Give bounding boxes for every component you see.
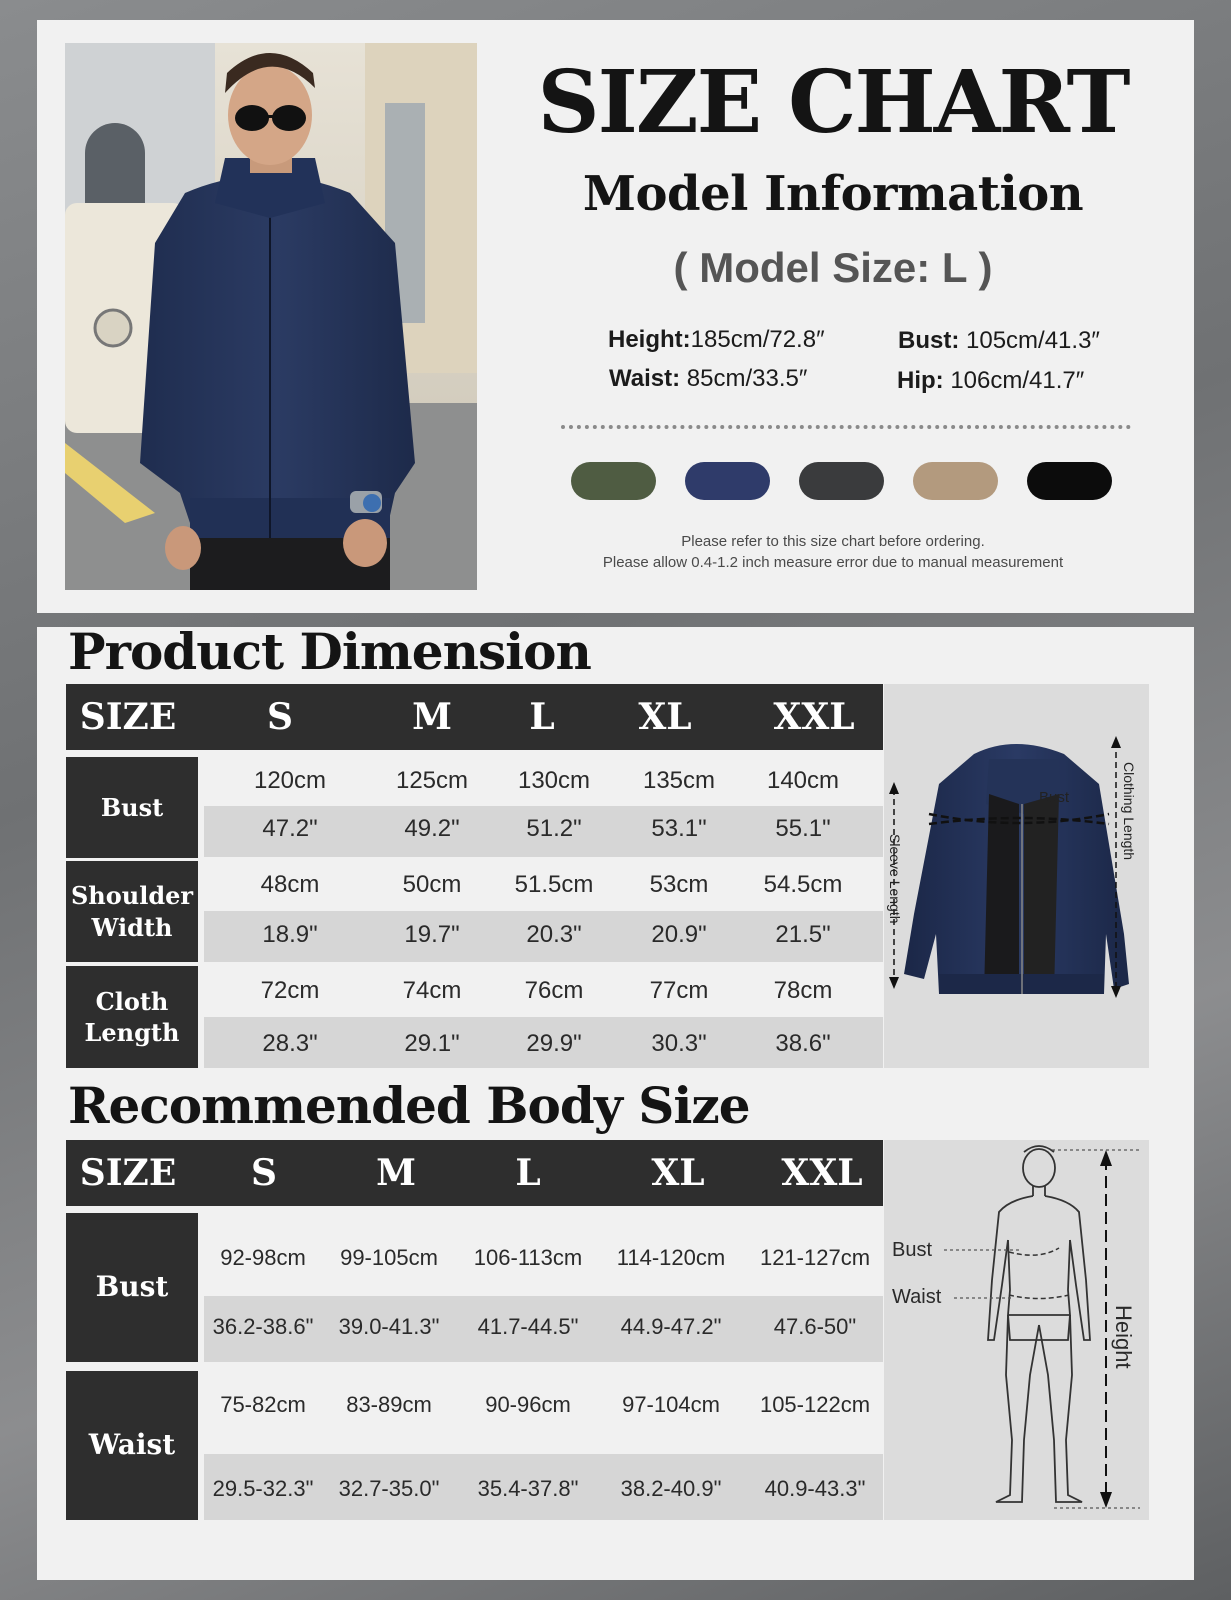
bust-value: 105cm/41.3″ xyxy=(959,327,1100,354)
waist-label: Waist: xyxy=(609,365,681,392)
table-cell: 18.9" xyxy=(262,921,318,948)
waist-value: 85cm/33.5″ xyxy=(680,365,808,392)
header-size: SIZE xyxy=(79,696,177,738)
jacket-icon xyxy=(904,744,1129,994)
table-cell: 92-98cm xyxy=(220,1245,306,1270)
row-label-bust: Bust xyxy=(66,757,198,858)
waist-label: Waist xyxy=(892,1286,942,1308)
table-cell: 72cm xyxy=(260,977,320,1004)
table-cell: 41.7-44.5" xyxy=(477,1314,579,1339)
table-cell: 55.1" xyxy=(775,815,831,842)
measurement-error-note: Please allow 0.4-1.2 inch measure error due to manual measurement xyxy=(602,554,1064,571)
header-xl: XL xyxy=(638,696,692,738)
human-body-icon xyxy=(988,1146,1090,1502)
table-cell: 130cm xyxy=(517,767,591,794)
table-cell: 47.6-50" xyxy=(773,1314,857,1339)
table-cell: 29.9" xyxy=(526,1030,582,1057)
row-label-cloth-length: Cloth Length xyxy=(66,966,198,1068)
color-swatch-charcoal[interactable] xyxy=(799,462,884,500)
color-swatch-olive[interactable] xyxy=(571,462,656,500)
table-cell: 29.1" xyxy=(404,1030,460,1057)
table-cell: 121-127cm xyxy=(759,1245,871,1270)
header-size: SIZE xyxy=(79,1152,177,1194)
body-measurement-illustration xyxy=(884,1140,1149,1520)
recommended-body-size-header xyxy=(66,1140,883,1206)
table-cell: 83-89cm xyxy=(346,1392,432,1417)
row-label-shoulder-width: Shoulder Width xyxy=(66,861,198,962)
model-info-heading: Model Information xyxy=(582,166,1084,222)
table-cell: 74cm xyxy=(402,977,462,1004)
table-cell: 47.2" xyxy=(262,815,318,842)
bust-label: Bust xyxy=(892,1239,933,1261)
table-cell: 51.2" xyxy=(526,815,582,842)
model-info-panel xyxy=(37,20,1194,613)
table-cell: 48cm xyxy=(260,871,320,898)
header-xxl: XXL xyxy=(781,1152,863,1194)
table-cell: 36.2-38.6" xyxy=(212,1314,314,1339)
table-cell: 135cm xyxy=(642,767,716,794)
header-xl: XL xyxy=(651,1152,705,1194)
table-cell: 53cm xyxy=(649,871,709,898)
table-cell: 29.5-32.3" xyxy=(212,1476,314,1501)
table-cell: 50cm xyxy=(402,871,462,898)
table-cell: 32.7-35.0" xyxy=(338,1476,440,1501)
model-photo xyxy=(65,43,477,590)
size-tables-panel xyxy=(37,622,1194,1580)
model-bust xyxy=(898,327,1100,355)
color-swatch-navy[interactable] xyxy=(685,462,770,500)
table-cell: 53.1" xyxy=(651,815,707,842)
table-cell: 49.2" xyxy=(404,815,460,842)
table-cell: 40.9-43.3" xyxy=(764,1476,866,1501)
bust-label: Bust xyxy=(1039,789,1070,806)
height-value: 185cm/72.8″ xyxy=(690,326,825,353)
table-cell: 19.7" xyxy=(404,921,460,948)
table-cell: 125cm xyxy=(395,767,469,794)
color-swatch-khaki[interactable] xyxy=(913,462,998,500)
model-size-label: ( Model Size: L ) xyxy=(673,244,993,291)
header-m: M xyxy=(412,696,452,738)
table-cell: 105-122cm xyxy=(759,1392,871,1417)
table-cell: 77cm xyxy=(649,977,709,1004)
table-cell: 54.5cm xyxy=(763,871,843,898)
table-cell: 20.3" xyxy=(526,921,582,948)
clothing-length-label: Clothing Length xyxy=(1121,762,1137,861)
jacket-measurement-illustration xyxy=(884,684,1149,1068)
row-label-waist: Waist xyxy=(66,1371,198,1520)
table-cell: 75-82cm xyxy=(220,1392,306,1417)
table-cell: 120cm xyxy=(253,767,327,794)
table-cell: 28.3" xyxy=(262,1030,318,1057)
hip-label: Hip: xyxy=(897,367,944,394)
table-cell: 44.9-47.2" xyxy=(620,1314,722,1339)
table-cell: 51.5cm xyxy=(514,871,594,898)
table-cell: 21.5" xyxy=(775,921,831,948)
header-s: S xyxy=(251,1152,277,1194)
header-l: L xyxy=(515,1152,541,1194)
table-cell: 78cm xyxy=(773,977,833,1004)
height-label: Height xyxy=(1111,1305,1136,1369)
table-cell: 106-113cm xyxy=(473,1245,583,1270)
table-cell: 97-104cm xyxy=(622,1392,720,1417)
table-cell: 35.4-37.8" xyxy=(477,1476,579,1501)
header-m: M xyxy=(376,1152,416,1194)
model-waist xyxy=(609,365,807,393)
sleeve-length-label: Sleeve Length xyxy=(887,834,903,924)
table-cell: 114-120cm xyxy=(616,1245,726,1270)
size-chart-title: SIZE CHART xyxy=(537,52,1129,153)
ordering-note: Please refer to this size chart before ordering. xyxy=(681,533,985,550)
product-dimension-header xyxy=(66,684,883,750)
table-cell: 90-96cm xyxy=(485,1392,571,1417)
row-label-bust: Bust xyxy=(66,1213,198,1362)
table-cell: 140cm xyxy=(766,767,840,794)
table-cell: 99-105cm xyxy=(340,1245,438,1270)
table-cell: 38.2-40.9" xyxy=(620,1476,722,1501)
model-height xyxy=(608,326,825,354)
table-cell: 30.3" xyxy=(651,1030,707,1057)
table-cell: 20.9" xyxy=(651,921,707,948)
product-dimension-title: Product Dimension xyxy=(68,622,591,681)
header-l: L xyxy=(529,696,555,738)
table-cell: 38.6" xyxy=(775,1030,831,1057)
height-label: Height: xyxy=(608,326,691,353)
color-swatch-black[interactable] xyxy=(1027,462,1112,500)
table-cell: 76cm xyxy=(524,977,584,1004)
hip-value: 106cm/41.7″ xyxy=(943,367,1085,394)
header-xxl: XXL xyxy=(773,696,855,738)
model-hip xyxy=(897,367,1084,395)
dotted-divider xyxy=(561,425,1131,429)
recommended-body-size-title: Recommended Body Size xyxy=(68,1076,750,1135)
table-cell: 39.0-41.3" xyxy=(338,1314,440,1339)
header-s: S xyxy=(267,696,293,738)
bust-label: Bust: xyxy=(898,327,960,354)
